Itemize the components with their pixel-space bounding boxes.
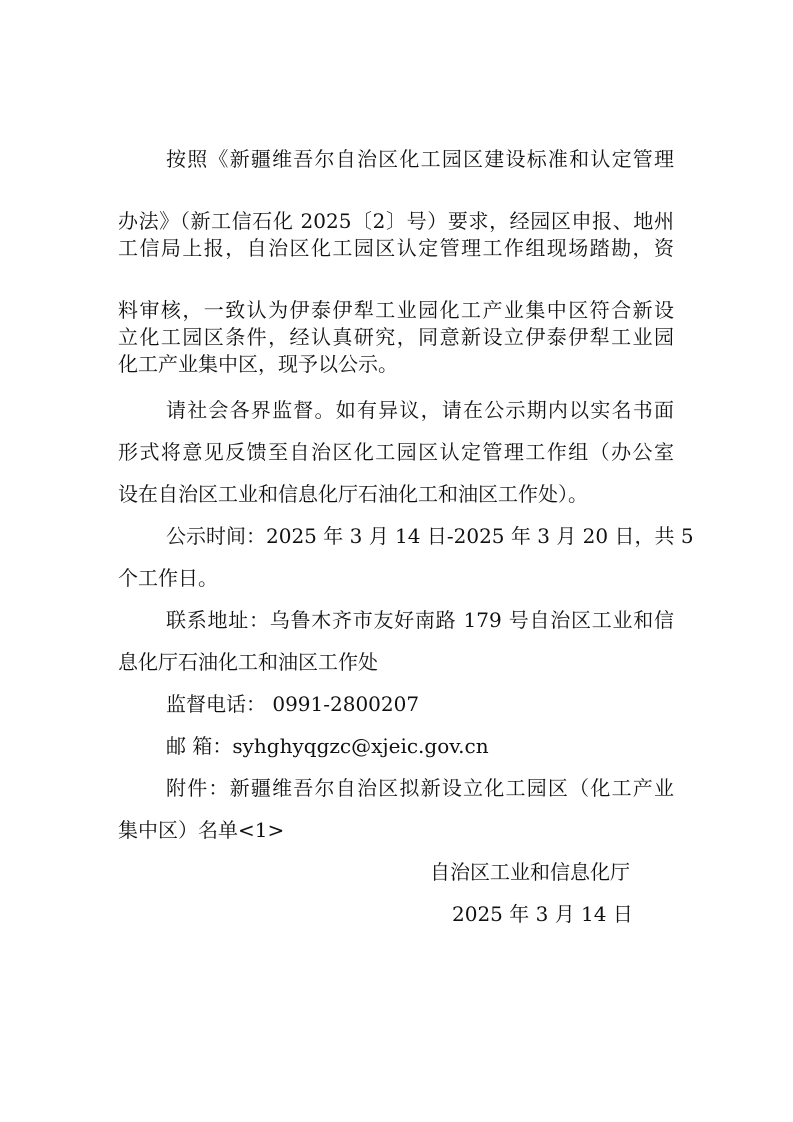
paragraph-1-line-2: 办法》（新工信石化 2025〔2〕号）要求，经园区申报、地州 xyxy=(118,209,674,233)
paragraph-2-line-1: 请社会各界监督。如有异议，请在公示期内以实名书面 xyxy=(166,398,674,422)
paragraph-2-line-2: 形式将意见反馈至自治区化工园区认定管理工作组（办公室 xyxy=(118,440,674,464)
attachment-line-2: 集中区）名单<1> xyxy=(118,818,285,842)
paragraph-1-line-3: 工信局上报，自治区化工园区认定管理工作组现场踏勘，资 xyxy=(118,236,674,260)
contact-email: 邮 箱：syhghyqgzc@xjeic.gov.cn xyxy=(166,734,489,758)
paragraph-1-line-5: 立化工园区条件，经认真研究，同意新设立伊泰伊犁工业园 xyxy=(118,325,674,349)
attachment-line-1: 附件：新疆维吾尔自治区拟新设立化工园区（化工产业 xyxy=(166,776,674,800)
contact-address-line-1: 联系地址：乌鲁木齐市友好南路 179 号自治区工业和信 xyxy=(166,608,674,632)
paragraph-2-line-3: 设在自治区工业和信息化厅石油化工和油区工作处）。 xyxy=(118,482,588,506)
signature-date: 2025 年 3 月 14 日 xyxy=(452,902,633,926)
signature-department: 自治区工业和信息化厅 xyxy=(430,860,630,884)
contact-address-line-2: 息化厅石油化工和油区工作处 xyxy=(118,650,378,674)
paragraph-1-line-1: 按照《新疆维吾尔自治区化工园区建设标准和认定管理 xyxy=(166,147,674,171)
paragraph-1-line-4: 料审核，一致认为伊泰伊犁工业园化工产业集中区符合新设 xyxy=(118,298,674,322)
paragraph-1-line-6: 化工产业集中区，现予以公示。 xyxy=(118,352,398,376)
supervision-phone: 监督电话： 0991-2800207 xyxy=(166,692,420,716)
paragraph-3-line-1: 公示时间：2025 年 3 月 14 日-2025 年 3 月 20 日，共 5 xyxy=(166,524,694,548)
paragraph-3-line-2: 个工作日。 xyxy=(118,566,218,590)
